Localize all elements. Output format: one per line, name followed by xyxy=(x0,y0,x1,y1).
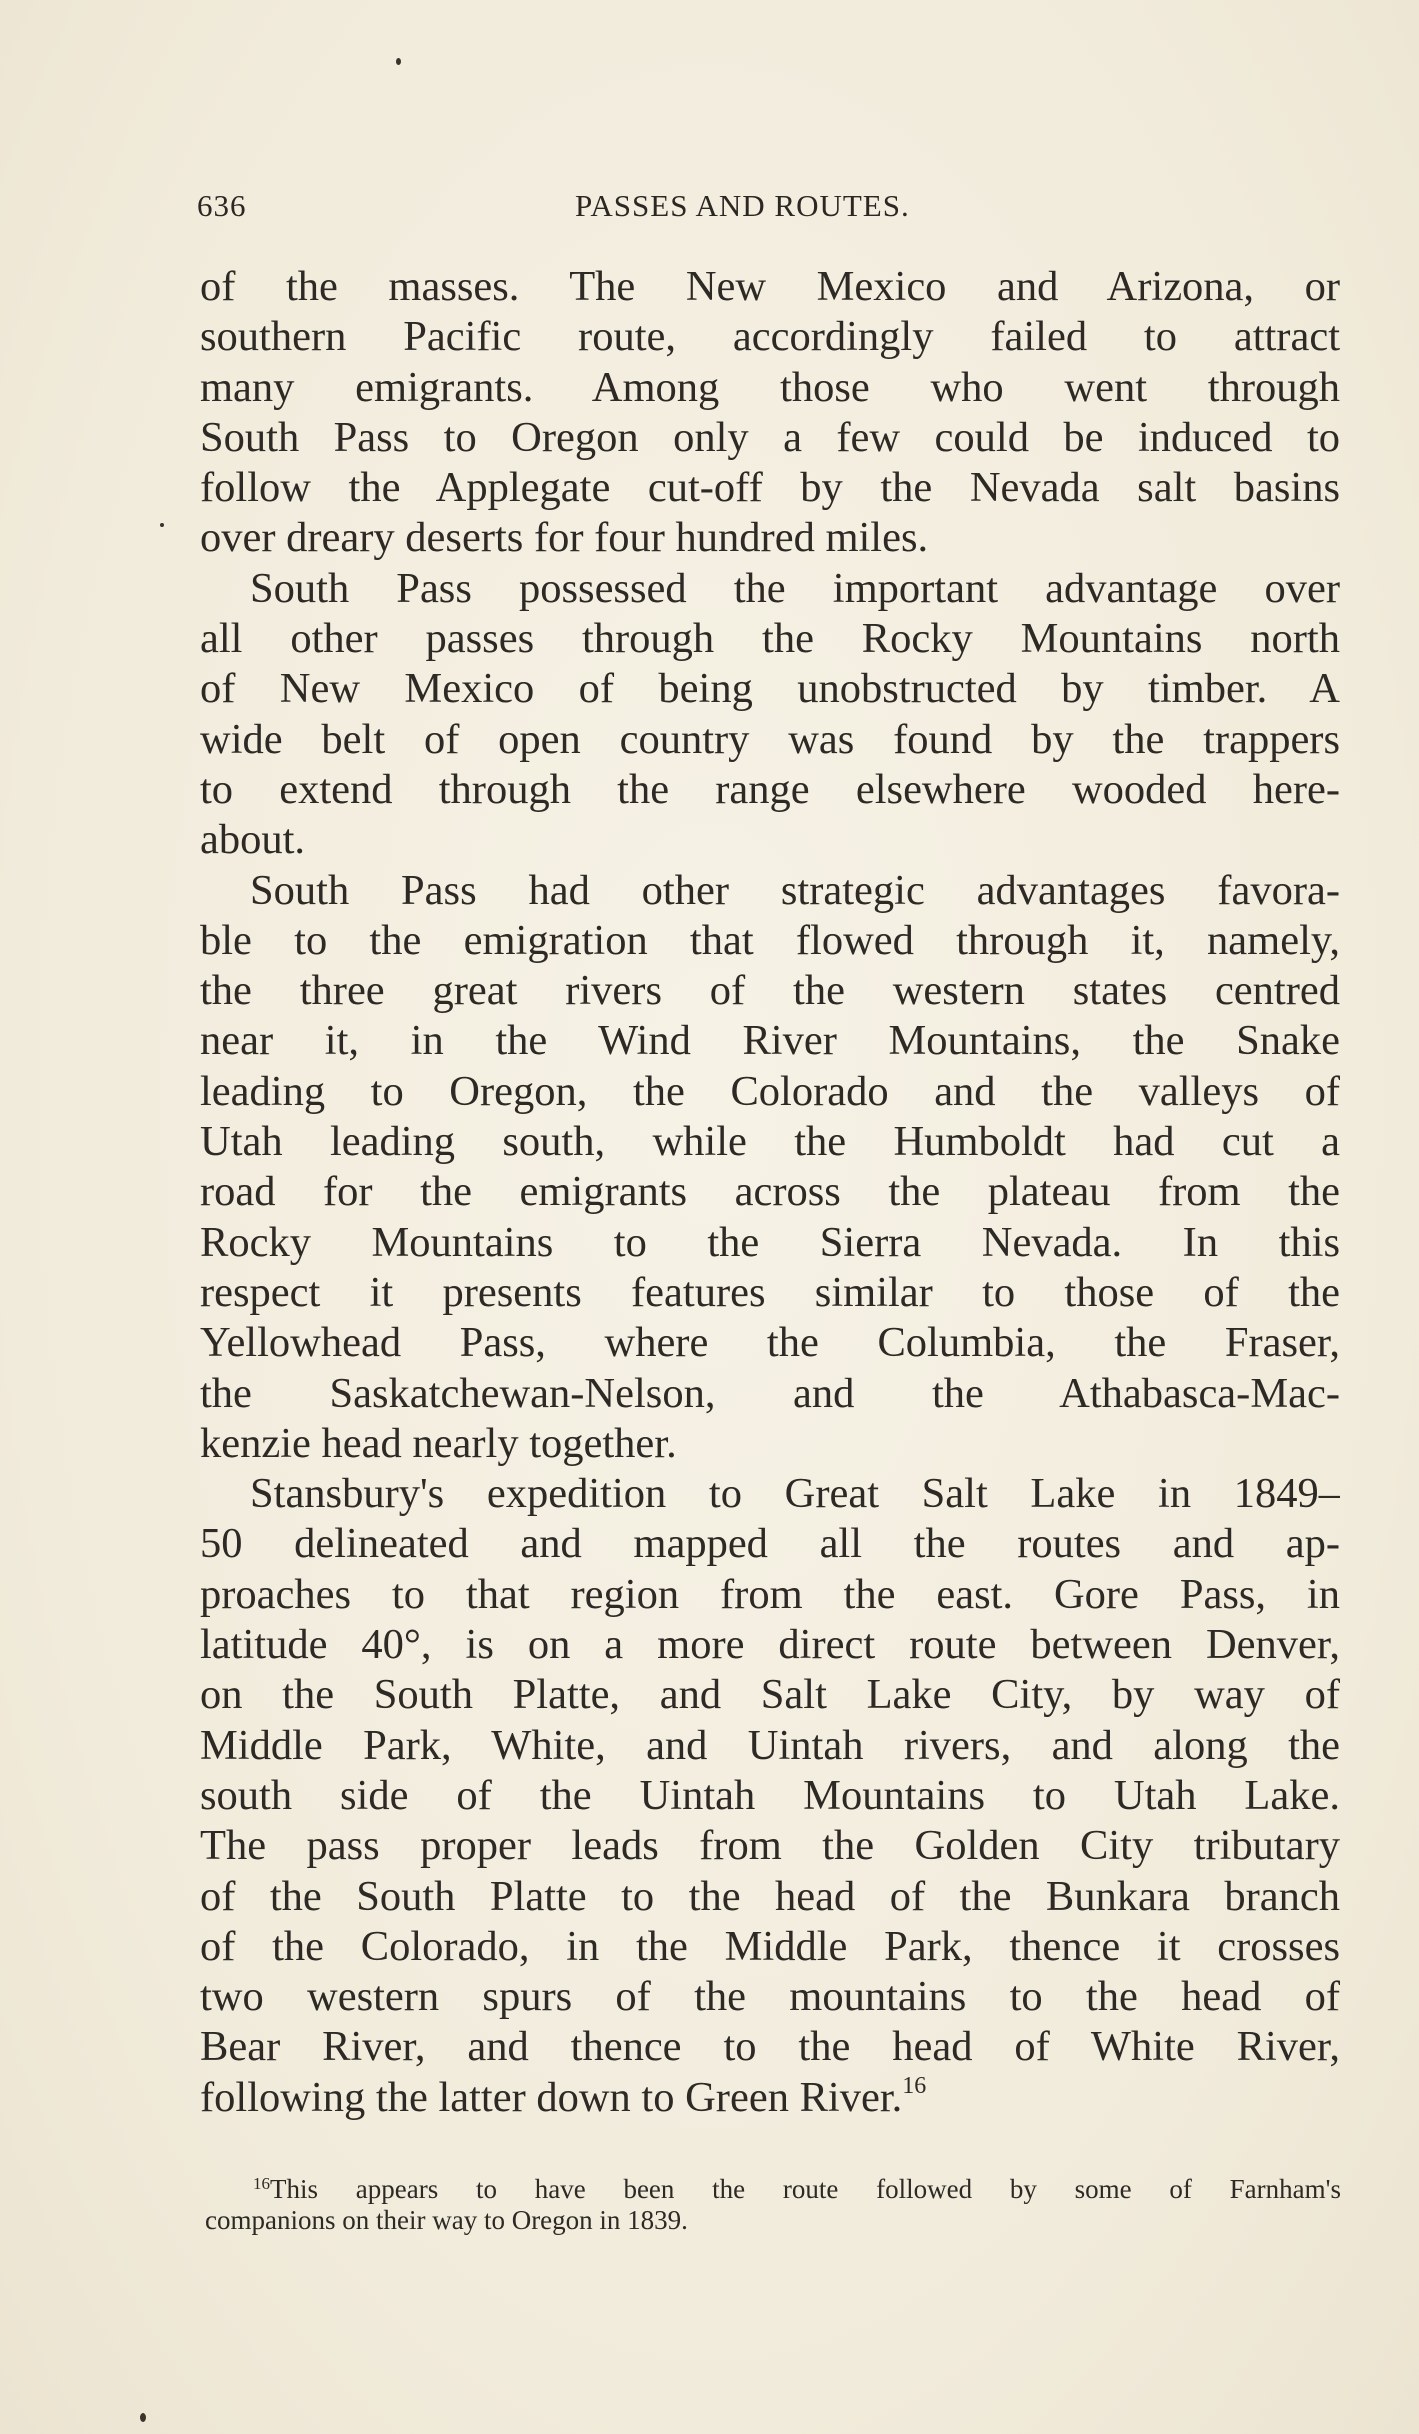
footnote-reference[interactable]: 16 xyxy=(902,2072,927,2099)
text-line: kenzie head nearly together. xyxy=(200,1419,677,1467)
text-line: to extend through the range elsewhere wooded here- xyxy=(200,765,1340,813)
running-head xyxy=(197,188,977,228)
text-line: of New Mexico of being unobstructed by timber. A xyxy=(200,665,1340,713)
text-line: Stansbury's expedition to Great Salt Lake in 1849– xyxy=(250,1470,1340,1518)
footnote-line xyxy=(205,2174,1341,2205)
ink-speck xyxy=(396,58,401,65)
text-line: of the South Platte to the head of the Bunkara branch xyxy=(200,1872,1340,1920)
text-line: Utah leading south, while the Humboldt had cut a xyxy=(200,1118,1340,1166)
text-line: South Pass had other strategic advantages favora- xyxy=(250,866,1340,914)
text-line: leading to Oregon, the Colorado and the valleys of xyxy=(200,1067,1340,1115)
text-line: of the masses. The New Mexico and Arizona, or xyxy=(200,263,1340,310)
text-line: about. xyxy=(200,816,306,864)
footnote-line-text: This appears to have been the route followed by some of Farnham's xyxy=(270,2174,1341,2204)
text-line: latitude 40°, is on a more direct route between Denver, xyxy=(200,1621,1340,1669)
text-line: Bear River, and thence to the head of White River, xyxy=(200,2023,1340,2071)
text-line: South Pass to Oregon only a few could be induced to xyxy=(200,413,1340,461)
text-line: of the Colorado, in the Middle Park, thence it crosses xyxy=(200,1922,1340,1970)
running-title: PASSES AND ROUTES. xyxy=(575,188,910,223)
text-line: South Pass possessed the important advantage over xyxy=(250,564,1340,612)
text-line: Rocky Mountains to the Sierra Nevada. In this xyxy=(200,1218,1340,1266)
text-line: over dreary deserts for four hundred miles. xyxy=(200,514,929,562)
footnote-marker: 16 xyxy=(253,2174,270,2193)
ink-speck xyxy=(160,523,164,527)
page-number: 636 xyxy=(197,188,247,223)
text-line: respect it presents features similar to those of the xyxy=(200,1268,1340,1316)
text-line: the Saskatchewan-Nelson, and the Athabasca-Mac- xyxy=(200,1369,1340,1417)
text-line: near it, in the Wind River Mountains, the Snake xyxy=(200,1017,1340,1065)
text-line: Middle Park, White, and Uintah rivers, and along the xyxy=(200,1721,1340,1769)
text-line: Yellowhead Pass, where the Columbia, the Fraser, xyxy=(200,1319,1340,1367)
ink-speck xyxy=(140,2413,146,2422)
text-line: 50 delineated and mapped all the routes and ap- xyxy=(200,1520,1340,1568)
text-line: all other passes through the Rocky Mountains north xyxy=(200,615,1340,663)
text-line: road for the emigrants across the plateau from the xyxy=(200,1168,1340,1216)
text-line: proaches to that region from the east. Gore Pass, in xyxy=(200,1570,1340,1618)
text-line-with-footnote-ref xyxy=(200,2073,1340,2123)
text-line: south side of the Uintah Mountains to Utah Lake. xyxy=(200,1771,1340,1819)
footnote-line: companions on their way to Oregon in 1839. xyxy=(205,2205,688,2235)
footnote xyxy=(205,2174,1341,2236)
text-line: wide belt of open country was found by the trappers xyxy=(200,715,1340,763)
body-text xyxy=(200,262,1340,2123)
text-line: southern Pacific route, accordingly failed to attract xyxy=(200,313,1340,361)
text-line: many emigrants. Among those who went through xyxy=(200,363,1340,411)
text-line: the three great rivers of the western states centred xyxy=(200,967,1340,1015)
text-line: follow the Applegate cut-off by the Nevada salt basins xyxy=(200,464,1340,512)
text-line: The pass proper leads from the Golden City tributary xyxy=(200,1822,1340,1870)
text-line: ble to the emigration that flowed through it, namely, xyxy=(200,916,1340,964)
text-line: on the South Platte, and Salt Lake City, by way of xyxy=(200,1671,1340,1719)
text-line: two western spurs of the mountains to the head of xyxy=(200,1973,1340,2021)
text-line-content: following the latter down to Green River. xyxy=(200,2073,903,2121)
